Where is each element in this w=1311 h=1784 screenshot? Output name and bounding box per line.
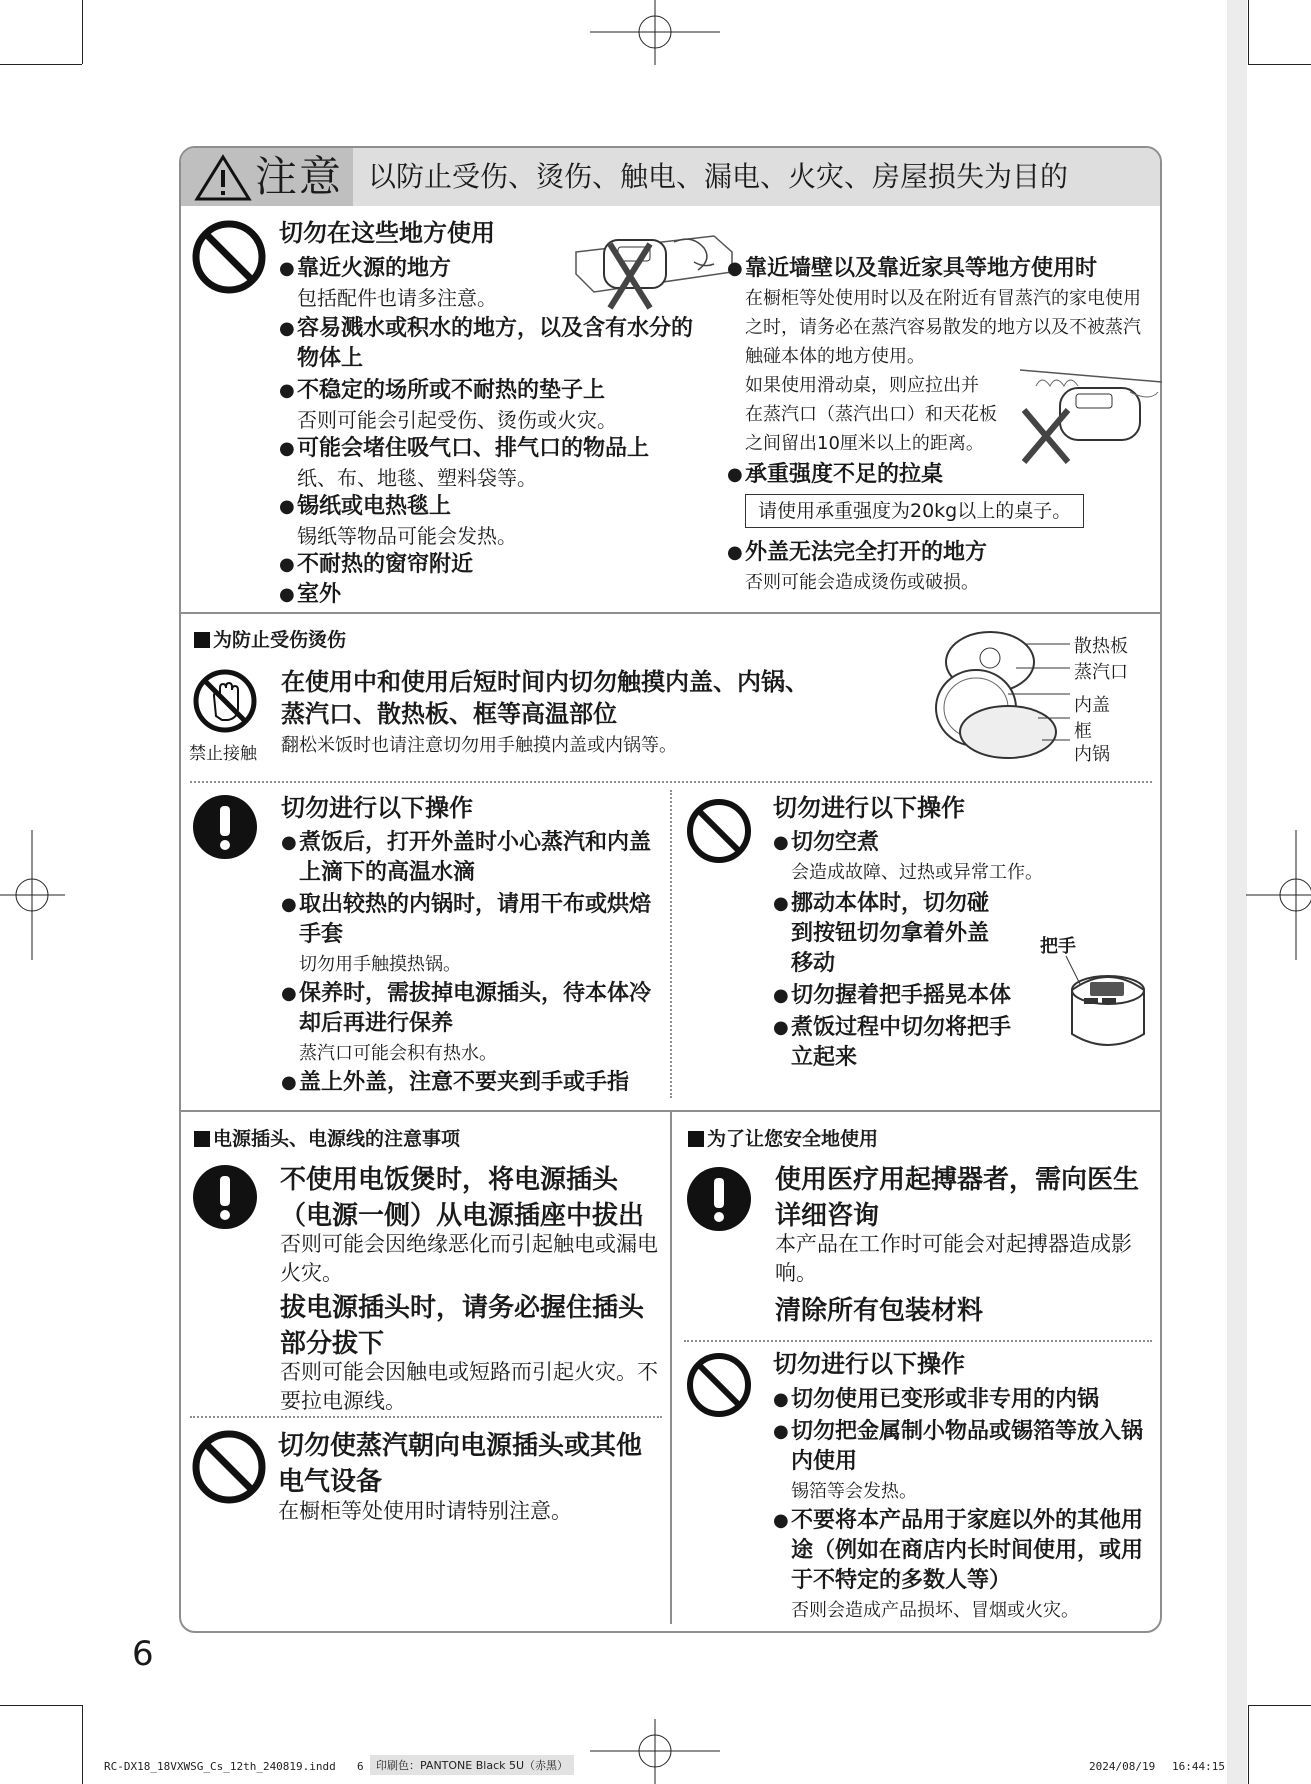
list-item: ● 切勿使用已变形或非专用的内锅	[773, 1387, 1100, 1412]
section-divider	[181, 612, 1160, 614]
mandatory-icon	[192, 1164, 258, 1230]
list-item: ● 不要将本产品用于家庭以外的其他用途（例如在商店内长时间使用，或用于不特定的多数人等）	[773, 1508, 1144, 1593]
label-steam-vent: 蒸汽口	[1074, 662, 1128, 683]
list-item: ● 不稳定的场所或不耐热的垫子上	[279, 378, 606, 403]
handle-label: 把手	[1040, 936, 1076, 957]
sec2-note: 翻松米饭时也请注意切勿用手触摸内盖或内锅等。	[281, 735, 677, 756]
registration-mark-left	[0, 830, 65, 960]
list-item: ● 锡纸或电热毯上	[279, 494, 452, 519]
registration-mark-bottom	[590, 1719, 720, 1784]
prohibited-icon	[190, 218, 268, 296]
list-item: ● 煮饭过程中切勿将把手立起来	[773, 1015, 1012, 1070]
caution-subtitle: 以防止受伤、烫伤、触电、漏电、火灾、房屋损失为目的	[368, 160, 1069, 193]
sec4-right-block1-heading: 使用医疗用起搏器者，需向医生详细咨询	[775, 1165, 1140, 1231]
sec4-left-block1-heading: 不使用电饭煲时，将电源插头（电源一侧）从电源插座中拔出	[280, 1165, 645, 1231]
sec4-left-block3-note: 在橱柜等处使用时请特别注意。	[278, 1499, 572, 1523]
sec3-left-list: ● 煮饭后，打开外盖时小心蒸汽和内盖上滴下的高温水滴 ● 取出较热的内锅时，请用干布或烘焙手套 切勿用手触摸热锅。 ● 保养时，需拔掉电源插头，待本体冷却后再进行保养 蒸汽口可能会积有热水。 ● 盖上外盖，注意不要夹到手或手指	[281, 828, 661, 1098]
sec4-left-block1-note: 否则可能会因绝缘恶化而引起触电或漏电火灾。	[280, 1232, 658, 1285]
column-divider	[670, 1112, 672, 1624]
cooker-handle-illustration	[1062, 954, 1154, 1052]
page-edge-strip	[1227, 0, 1247, 1784]
sec4-left-block2-note: 否则可能会因触电或短路而引起火灾。不要拉电源线。	[280, 1360, 658, 1413]
section-divider-dotted	[684, 1340, 1152, 1342]
sec4-right-title: 为了让您安全地使用	[688, 1126, 878, 1152]
sec4-right-block2-heading: 清除所有包装材料	[775, 1296, 984, 1326]
sec2-heading-line1: 在使用中和使用后短时间内切勿触摸内盖、内锅、	[281, 668, 809, 696]
sec2-title: 为防止受伤烫伤	[194, 627, 346, 653]
footer-print-color: 印刷色：PANTONE Black 5U（赤黑）	[370, 1755, 574, 1775]
sec1-left-list: ● 靠近火源的地方 包括配件也请多注意。 ● 容易溅水或积水的地方，以及含有水分的物体上 ● 不稳定的场所或不耐热的垫子上 否则可能会引起受伤、烫伤或火灾。 ● 可能会堵住吸气口、排气口的物品上 纸、布、地毯、塑料袋等。 ● 锡纸或电热毯上 锡纸等物品可能会发热。 ● 不耐热的窗帘附近 ● 室外	[279, 254, 699, 610]
footer-filename: RC-DX18_18VXWSG_Cs_12th_240819.indd	[104, 1760, 336, 1773]
sec2-heading-line2: 蒸汽口、散热板、框等高温部位	[281, 700, 617, 728]
caution-title: 注意	[255, 152, 344, 201]
label-inner-pot: 内锅	[1074, 744, 1110, 765]
label-inner-lid: 内盖	[1074, 695, 1110, 716]
no-touch-icon	[192, 668, 258, 734]
warning-triangle-icon	[194, 154, 252, 202]
steam-cabinet-illustration	[1020, 362, 1162, 472]
list-item: ● 挪动本体时，切勿碰到按钮切勿拿着外盖移动	[773, 891, 990, 976]
sec1-heading: 切勿在这些地方使用	[279, 219, 495, 247]
sec1-right-list: ● 靠近墙壁以及靠近家具等地方使用时 在橱柜等处使用时以及在附近有冒蒸汽的家电使用之时，请务必在蒸汽容易散发的地方以及不被蒸汽触碰本体的地方使用。 如果使用滑动桌，则应拉出并 在蒸汽口（蒸汽出口）和天花板 之间留出10厘米以上的距离。 ● 承重强度不足的拉桌 请使用承重强度为20kg以上的桌子。 ● 外盖无法完全打开的地方 否则可能会造成烫伤或破损。	[727, 254, 1147, 597]
footer-page: 6	[357, 1760, 364, 1773]
list-item: ● 切勿空煮	[773, 830, 880, 855]
registration-mark-top	[590, 0, 720, 65]
section-divider-dotted	[190, 781, 1152, 783]
list-item: ● 切勿握着把手摇晃本体	[773, 983, 1012, 1008]
list-item: ● 煮饭后，打开外盖时小心蒸汽和内盖上滴下的高温水滴	[281, 830, 652, 885]
list-item: ● 外盖无法完全打开的地方	[727, 540, 988, 565]
water-hazard-illustration	[574, 222, 734, 312]
sec4-right-list: ● 切勿使用已变形或非专用的内锅 ● 切勿把金属制小物品或锡箔等放入锅内使用 锡箔等会发热。 ● 不要将本产品用于家庭以外的其他用途（例如在商店内长时间使用，或用于不特定的多数人等） 否则会造成产品损坏、冒烟或火灾。	[773, 1385, 1153, 1625]
sec3-left-heading: 切勿进行以下操作	[281, 794, 473, 822]
list-item: ● 盖上外盖，注意不要夹到手或手指	[281, 1070, 630, 1095]
label-heat-plate: 散热板	[1074, 636, 1128, 657]
list-item: ● 容易溅水或积水的地方，以及含有水分的物体上	[279, 316, 694, 371]
column-divider	[670, 790, 672, 1098]
sec4-right-block1-note: 本产品在工作时可能会对起搏器造成影响。	[775, 1232, 1132, 1285]
mandatory-icon	[686, 1166, 752, 1232]
footer-date: 2024/08/19	[1089, 1760, 1156, 1773]
sec4-left-block2-heading: 拔电源插头时，请务必握住插头部分拔下	[280, 1293, 645, 1359]
list-item: ● 靠近墙壁以及靠近家具等地方使用时	[727, 256, 1098, 281]
list-item: ● 保养时，需拔掉电源插头，待本体冷却后再进行保养	[281, 981, 652, 1036]
prohibited-icon	[190, 1428, 268, 1506]
sec3-right-heading: 切勿进行以下操作	[773, 794, 965, 822]
footer-time: 16:44:15	[1172, 1760, 1225, 1773]
sec4-right-block3-heading: 切勿进行以下操作	[773, 1350, 965, 1378]
sec4-left-block3-heading: 切勿使蒸汽朝向电源插头或其他电气设备	[278, 1431, 643, 1497]
no-touch-caption: 禁止接触	[189, 744, 257, 764]
list-item: ● 室外	[279, 582, 342, 607]
page-number: 6	[132, 1634, 154, 1674]
sec3-right-list: ● 切勿空煮 会造成故障、过热或异常工作。 ● 挪动本体时，切勿碰到按钮切勿拿着外盖移动 ● 切勿握着把手摇晃本体 ● 煮饭过程中切勿将把手立起来	[773, 828, 1041, 1073]
section-divider-dotted	[190, 1416, 662, 1418]
registration-mark-right	[1246, 830, 1311, 960]
sec4-left-title: 电源插头、电源线的注意事项	[194, 1126, 460, 1152]
list-item: ● 靠近火源的地方	[279, 256, 452, 281]
list-item: ● 取出较热的内锅时，请用干布或烘焙手套	[281, 892, 652, 947]
list-item: ● 不耐热的窗帘附近	[279, 552, 474, 577]
prohibited-icon	[684, 1350, 754, 1420]
prohibited-icon	[684, 796, 754, 866]
list-item: ● 可能会堵住吸气口、排气口的物品上	[279, 436, 650, 461]
list-item: ● 承重强度不足的拉桌	[727, 462, 944, 487]
list-item: ● 切勿把金属制小物品或锡箔等放入锅内使用	[773, 1419, 1144, 1474]
mandatory-icon	[192, 794, 258, 860]
open-cooker-diagram	[930, 628, 1070, 764]
label-frame: 框	[1074, 721, 1092, 742]
boxed-note: 请使用承重强度为20kg以上的桌子。	[745, 494, 1084, 528]
